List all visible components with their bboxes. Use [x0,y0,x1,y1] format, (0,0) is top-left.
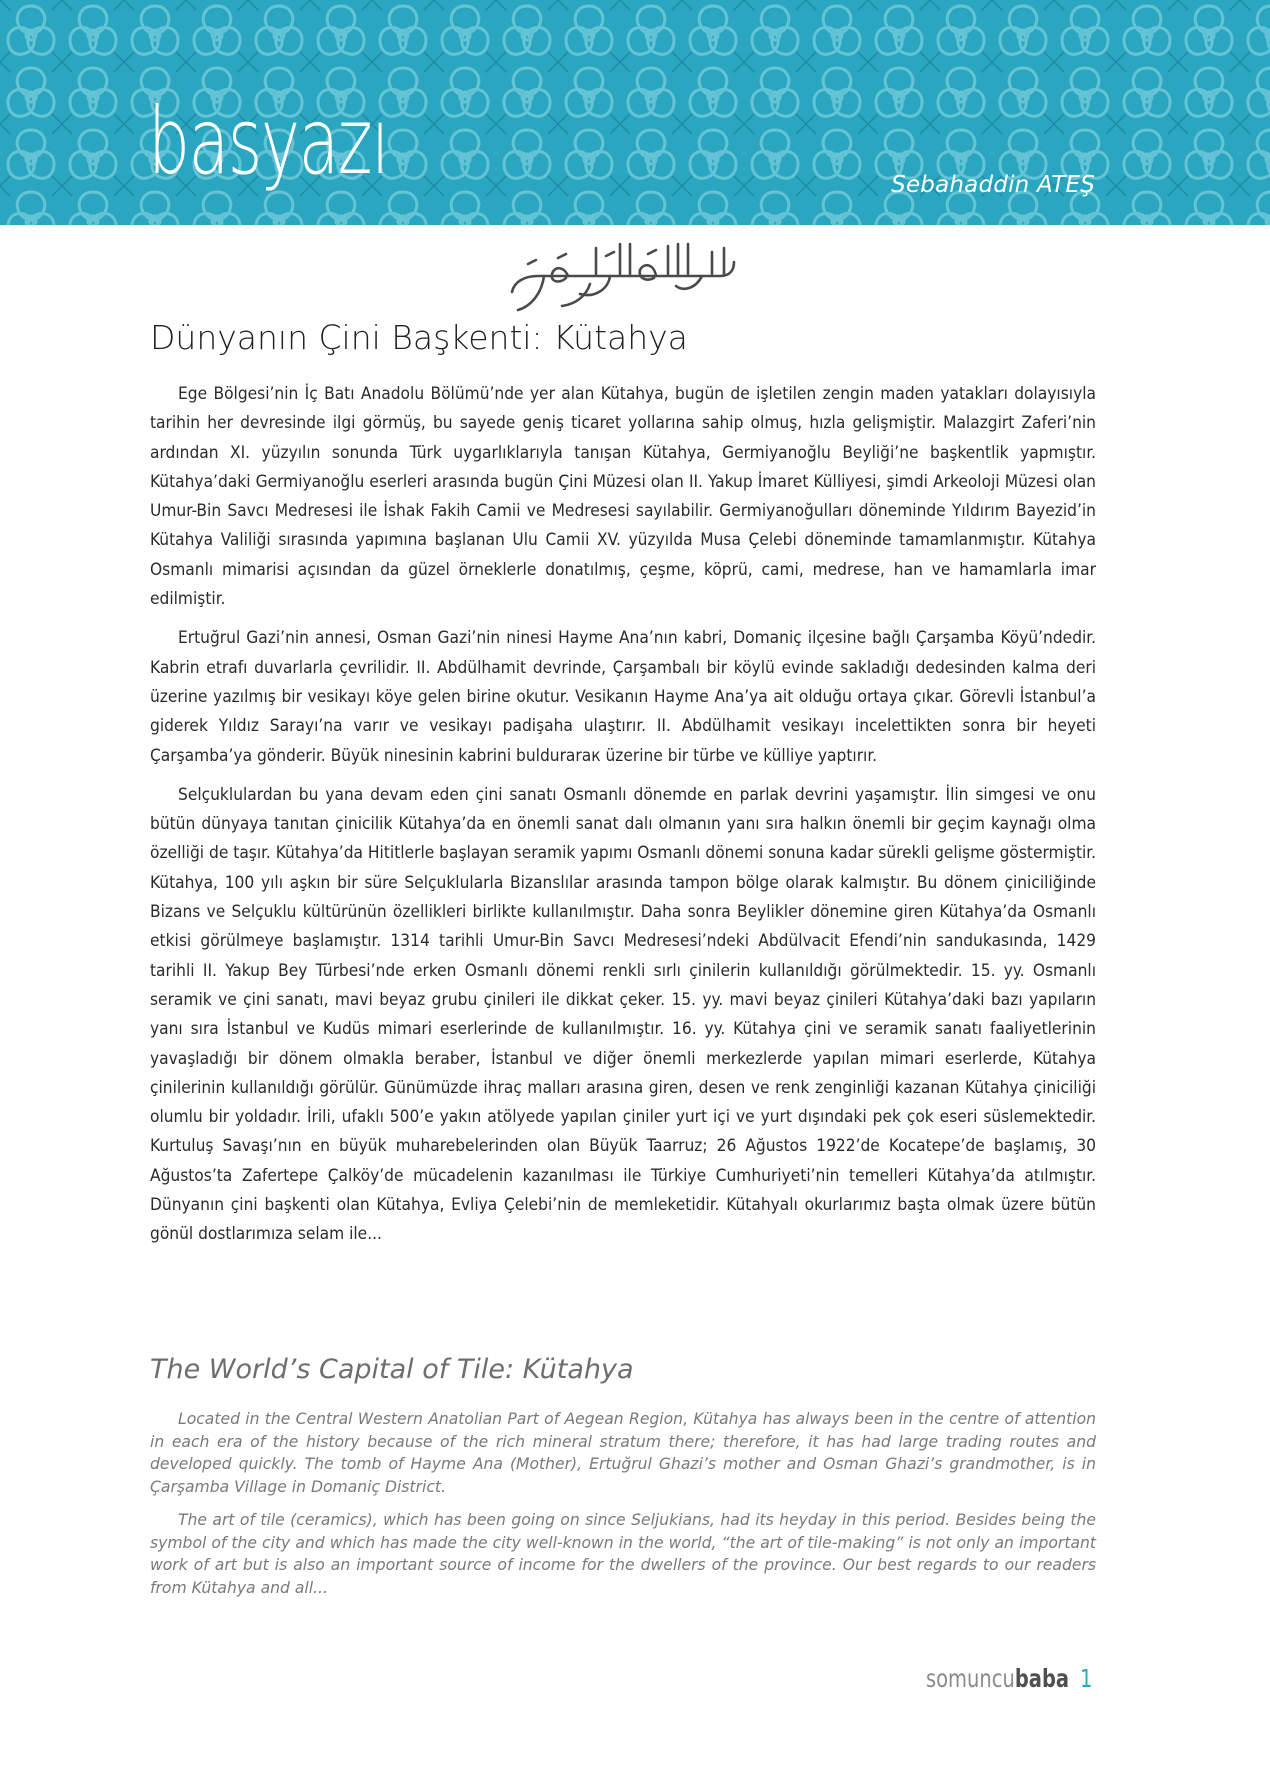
article-title: Dünyanın Çini Başkenti: Kütahya [150,318,688,357]
article-paragraph: Selçuklulardan bu yana devam eden çini sanatı Osmanlı dönemde en parlak devrini yaşamıştır. İlin simgesi ve onu bütün dünyaya tanıtan çinicilik Kütahya’da en önemli sanat dalı olmanın yanı sıra halkın önemli bir geçim kaynağı olma özelliği de taşır. Kütahya’da Hititlerle başlayan seramik yapımı Osmanlı dönemi sonuna kadar sürekli gelişme göstermiştir. Kütahya, 100 yılı aşkın bir süre Selçuklularla Bizanslılar arasında tampon bölge olarak kalmıştır. Bu dönem çiniciliğinde Bizans ve Selçuklu kültürünün özellikleri birlikte kullanılmıştır. Daha sonra Beylikler dönemine giren Kütahya’da Osmanlı etkisi görülmeye başlamıştır. 1314 tarihli Umur-Bin Savcı Medresesi’ndeki Abdülvacit Efendi’nin sandukasında, 1429 tarihli II. Yakup Bey Türbesi’nde erken Osmanlı dönemi renkli sırlı çinilerin kullanıldığı görülmektedir. 15. yy. Osmanlı seramik ve çini sanatı, mavi beyaz grubu çinileri ile dikkat çeker. 15. yy. mavi beyaz çinileri Kütahya’daki bazı yapıların yanı sıra İstanbul ve Kudüs mimari eserlerinde de kullanılmıştır. 16. yy. Kütahya çini ve seramik sanatı faaliyetlerinin yavaşladığı bir dönem olmakla beraber, İstanbul ve diğer önemli merkezlerde yapılan mimari eserlerde, Kütahya çinilerinin kullanıldığı görülür. Günümüzde ihraç malları arasına giren, desen ve renk zenginliği kazanan Kütahya çiniciliği olumlu bir yoldadır. İrili, ufaklı 500’e yakın atölyede yapılan çiniler yurt içi ve yurt dışındaki pek çok eseri süslemektedir. Kurtuluş Savaşı’nın en büyük muharebelerinden olan Büyük Taarruz; 26 Ağustos 1922’de Kocatepe’de başlamış, 30 Ağustos’ta Zafertepe Çalköy’de mücadelenin kazanılması ile Türkiye Cumhuriyeti’nin temelleri Kütahya’da atılmıştır. Dünyanın çini başkenti olan Kütahya, Evliya Çelebi’nin de memleketidir. Kütahyalı okurlarımız başta olmak üzere bütün gönül dostlarımıza selam ile... [150,784,1096,1245]
magazine-brand-bold: baba [1014,1664,1069,1693]
summary-body [150,1408,1096,1610]
article-body [150,380,1096,1260]
summary-title: The World’s Capital of Tile: Kütahya [150,1354,634,1385]
page-footer [926,1664,1092,1693]
page-number: 1 [1079,1664,1092,1693]
summary-paragraph: Located in the Central Western Anatolian Part of Aegean Region, Kütahya has always been in the centre of attention in each era of the history because of the rich mineral stratum there; therefore, it has had large trading routes and developed quickly. The tomb of Hayme Ana (Mother), Ertuğrul Ghazi’s mother and Osman Ghazi’s grandmother, is in Çarşamba Village in Domaniç District. [150,1410,1096,1496]
article-paragraph: Ertuğrul Gazi’nin annesi, Osman Gazi’nin ninesi Hayme Ana’nın kabri, Domaniç ilçesine bağlı Çarşamba Köyü’ndedir. Kabrin etrafı duvarlarla çevrilidir. II. Abdülhamit devrinde, Çarşambalı bir köylü evinde sakladığı dedesinden kalma deri üzerine yazılmış bir vesikayı köye gelen birine okutur. Vesikanın Hayme Ana’ya ait olduğu ortaya çıkar. Görevli İstanbul’a giderek Yıldız Sarayı’na varır ve vesikayı padişaha ulaştırır. II. Abdülhamit vesikayı incelettikten sonra bir heyeti Çarşamba’ya gönderir. Büyük ninesinin kabrini bulduraraк üzerine bir türbe ve külliye yaptırır. [150,628,1096,766]
magazine-brand-light: somuncu [925,1664,1015,1693]
section-title: basyazı [148,88,389,195]
bismillah-calligraphy-icon [498,240,748,316]
article-paragraph: Ege Bölgesi’nin İç Batı Anadolu Bölümü’nde yer alan Kütahya, bugün de işletilen zengin maden yatakları dolayısıyla tarihin her devresinde ilgi görmüş, bu sayede geniş ticaret yollarına sahip olmuş, hızla gelişmiştir. Malazgirt Zaferi’nin ardından XI. yüzyılın sonunda Türk uygarlıklarıyla tanışan Kütahya, Germiyanoğlu Beyliği’ne başkentlik yapmıştır. Kütahya’daki Germiyanoğlu eserleri arasında bugün Çini Müzesi olan II. Yakup İmaret Külliyesi, şimdi Arkeoloji Müzesi olan Umur-Bin Savcı Medresesi ile İshak Fakih Camii ve Medresesi sayılabilir. Germiyanoğulları döneminde Yıldırım Bayezid’in Kütahya Valiliği sırasında yapımına başlanan Ulu Camii XV. yüzyılda Musa Çelebi döneminde tamamlanmıştır. Kütahya Osmanlı mimarisi açısından da güzel örneklerle donatılmış, çeşme, köprü, cami, medrese, han ve hamamlarla imar edilmiştir. [150,384,1096,610]
header-band [0,0,1270,225]
summary-paragraph: The art of tile (ceramics), which has been going on since Seljukians, had its heyday in this period. Besides being the symbol of the city and which has made the city well-known in the world, “the art of tile-making” is not only an important work of art but is also an important source of income for the dwellers of the province. Our best regards to our readers from Kütahya and all... [150,1511,1096,1597]
author-name: Sebahaddin ATEŞ [891,172,1095,198]
